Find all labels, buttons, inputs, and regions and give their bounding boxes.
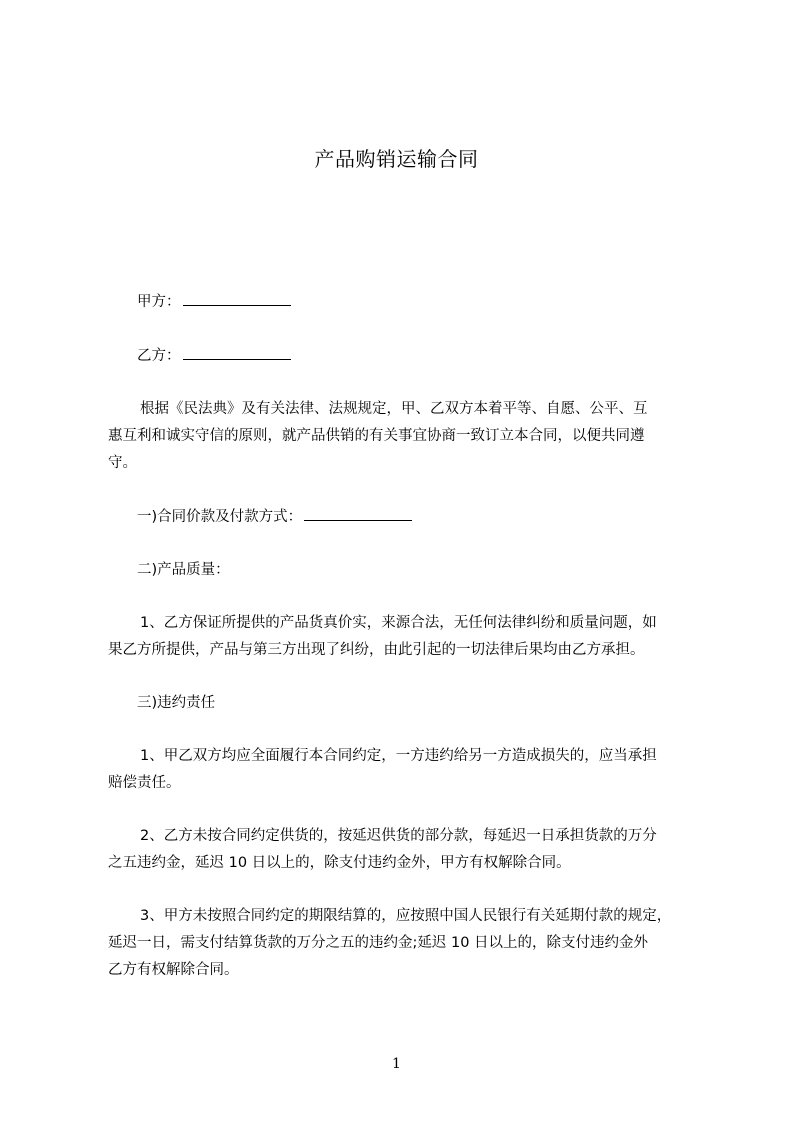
- preamble-line-1: 根据《民法典》及有关法律、法规规定，甲、乙双方本着平等、自愿、公平、互: [140, 401, 648, 417]
- page-number: 1: [392, 1056, 401, 1072]
- party-b-label: 乙方：: [137, 348, 181, 364]
- party-a-label: 甲方：: [137, 294, 181, 310]
- section3-item2-line-2: 之五违约金，延迟 10 日以上的，除支付违约金外，甲方有权解除合同。: [108, 855, 571, 871]
- section3-item3-line-3: 乙方有权解除合同。: [108, 962, 239, 978]
- section3-item3-line-2: 延迟一日，需支付结算货款的万分之五的违约金;延迟 10 日以上的，除支付违约金外: [108, 935, 649, 951]
- section3-heading: 三)违约责任: [137, 695, 216, 711]
- section3-item3-line-1: 3、甲方未按照合同约定的期限结算的，应按照中国人民银行有关延期付款的规定，: [140, 908, 672, 924]
- section3-item2-line-1: 2、乙方未按合同约定供货的，按延迟供货的部分款，每延迟一日承担货款的万分: [140, 828, 657, 844]
- section1-heading: 一)合同价款及付款方式：: [137, 509, 303, 525]
- section1-line: [137, 506, 412, 527]
- party-b-blank: [183, 345, 291, 360]
- section3-item1-line-2: 赔偿责任。: [108, 775, 181, 791]
- document-title: 产品购销运输合同: [314, 147, 479, 171]
- party-a-blank: [183, 291, 291, 306]
- section3-item1-line-1: 1、甲乙双方均应全面履行本合同约定，一方违约给另一方造成损失的，应当承担: [140, 748, 657, 764]
- section2-heading: 二)产品质量：: [137, 562, 230, 578]
- preamble-line-3: 守。: [108, 455, 137, 471]
- section2-item1-line-1: 1、乙方保证所提供的产品货真价实，来源合法，无任何法律纠纷和质量问题，如: [140, 615, 657, 631]
- party-a-line: [137, 291, 291, 312]
- section1-blank: [304, 506, 412, 521]
- party-b-line: [137, 345, 291, 366]
- preamble-line-2: 惠互利和诚实守信的原则，就产品供销的有关事宜协商一致订立本合同，以便共同遵: [108, 428, 645, 444]
- section2-item1-line-2: 果乙方所提供，产品与第三方出现了纠纷，由此引起的一切法律后果均由乙方承担。: [108, 642, 645, 658]
